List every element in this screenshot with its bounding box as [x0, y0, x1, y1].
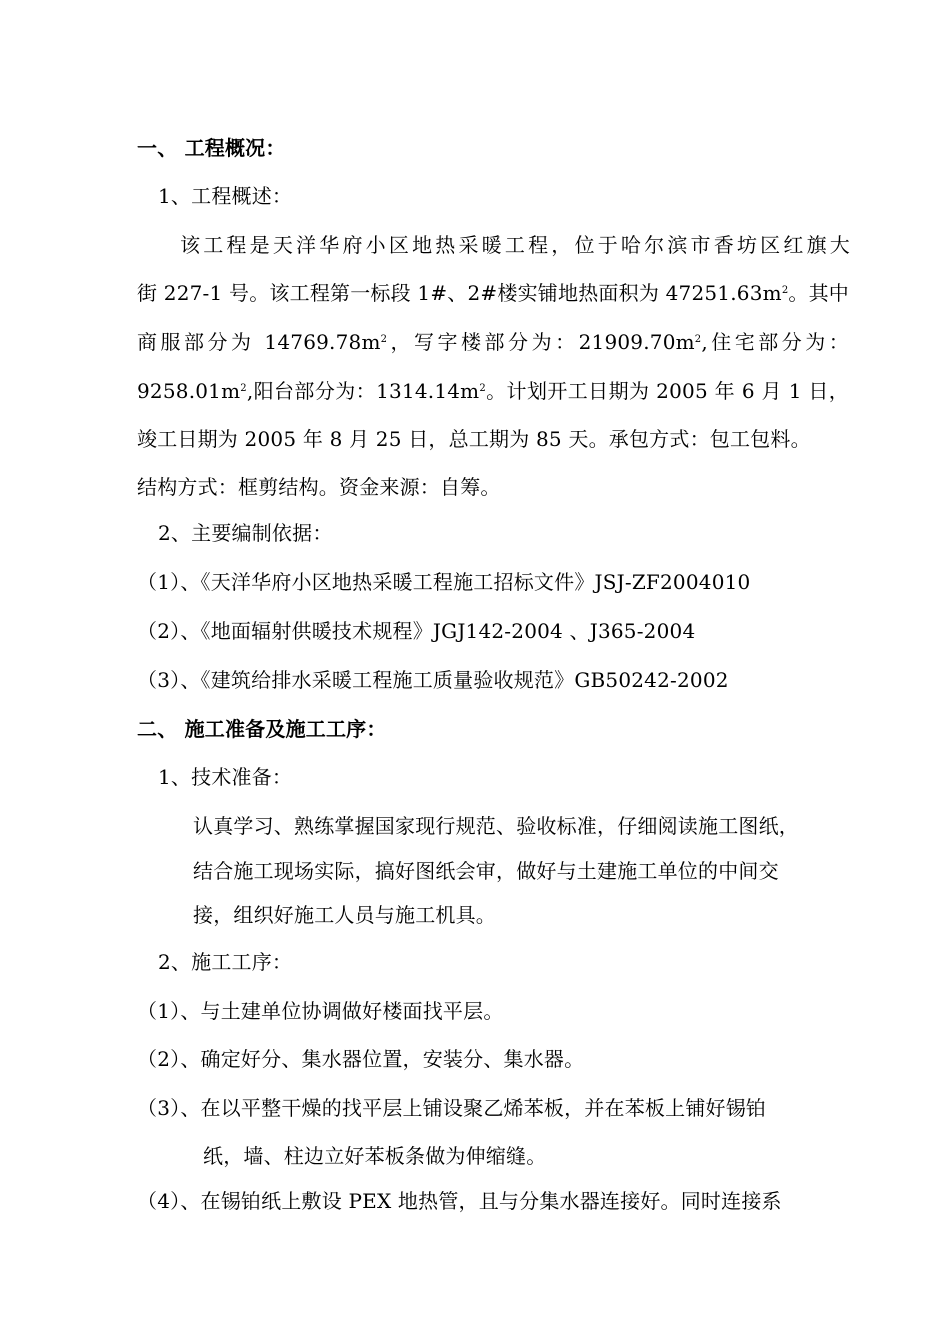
subsection-overview-title: 1、工程概述： — [158, 184, 293, 208]
section-two-heading: 二、 施工准备及施工工序： — [137, 717, 387, 741]
overview-paragraph-line-4: $9258.01m^2$,阳台部分为：$1314.14m^2$。计划开工日期为 2005 年 6 月 1 日， — [137, 379, 850, 403]
overview-paragraph-line-5: 竣工日期为 2005 年 8 月 25 日，总工期为 85 天。承包方式：包工包料。 — [137, 427, 811, 451]
procedure-item-4: （4）、在锡铂纸上敷设 PEX 地热管，且与分集水器连接好。同时连接系 — [137, 1189, 782, 1213]
overview-paragraph-line-2: 街 227-1 号。该工程第一标段 1#、2#楼实铺地热面积为 $47251.63m^2$。其中 — [137, 281, 849, 305]
overview-paragraph-line-1: 该工程是天洋华府小区地热采暖工程，位于哈尔滨市香坊区红旗大 — [180, 233, 850, 257]
subsection-basis-title: 2、主要编制依据： — [158, 521, 333, 545]
basis-item-1: （1）、《天洋华府小区地热采暖工程施工招标文件》JSJ-ZF2004010 — [137, 570, 751, 594]
basis-item-2: （2）、《地面辐射供暖技术规程》JGJ142-2004 、J365-2004 — [137, 619, 696, 643]
procedure-item-3: （3）、在以平整干燥的找平层上铺设聚乙烯苯板，并在苯板上铺好锡铂 — [137, 1096, 767, 1120]
tech-prep-line-1: 认真学习、熟练掌握国家现行规范、验收标准，仔细阅读施工图纸， — [193, 814, 799, 838]
subsection-tech-prep-title: 1、技术准备： — [158, 765, 293, 789]
basis-item-3: （3）、《建筑给排水采暖工程施工质量验收规范》GB50242-2002 — [137, 668, 729, 692]
procedure-item-3-continued: 纸，墙、柱边立好苯板条做为伸缩缝。 — [203, 1144, 547, 1168]
subsection-procedure-title: 2、施工工序： — [158, 950, 293, 974]
procedure-item-1: （1）、与土建单位协调做好楼面找平层。 — [137, 999, 504, 1023]
tech-prep-line-2: 结合施工现场实际，搞好图纸会审，做好与土建施工单位的中间交 — [193, 859, 779, 883]
overview-paragraph-line-6: 结构方式：框剪结构。资金来源：自筹。 — [137, 475, 501, 499]
tech-prep-line-3: 接，组织好施工人员与施工机具。 — [193, 903, 496, 927]
overview-paragraph-line-3: 商服部分为 $14769.78m^2$，写字楼部分为：$21909.70m^2$,住宅部分为： — [137, 330, 849, 354]
procedure-item-2: （2）、确定好分、集水器位置，安装分、集水器。 — [137, 1047, 585, 1071]
section-one-heading: 一、 工程概况： — [137, 136, 286, 160]
